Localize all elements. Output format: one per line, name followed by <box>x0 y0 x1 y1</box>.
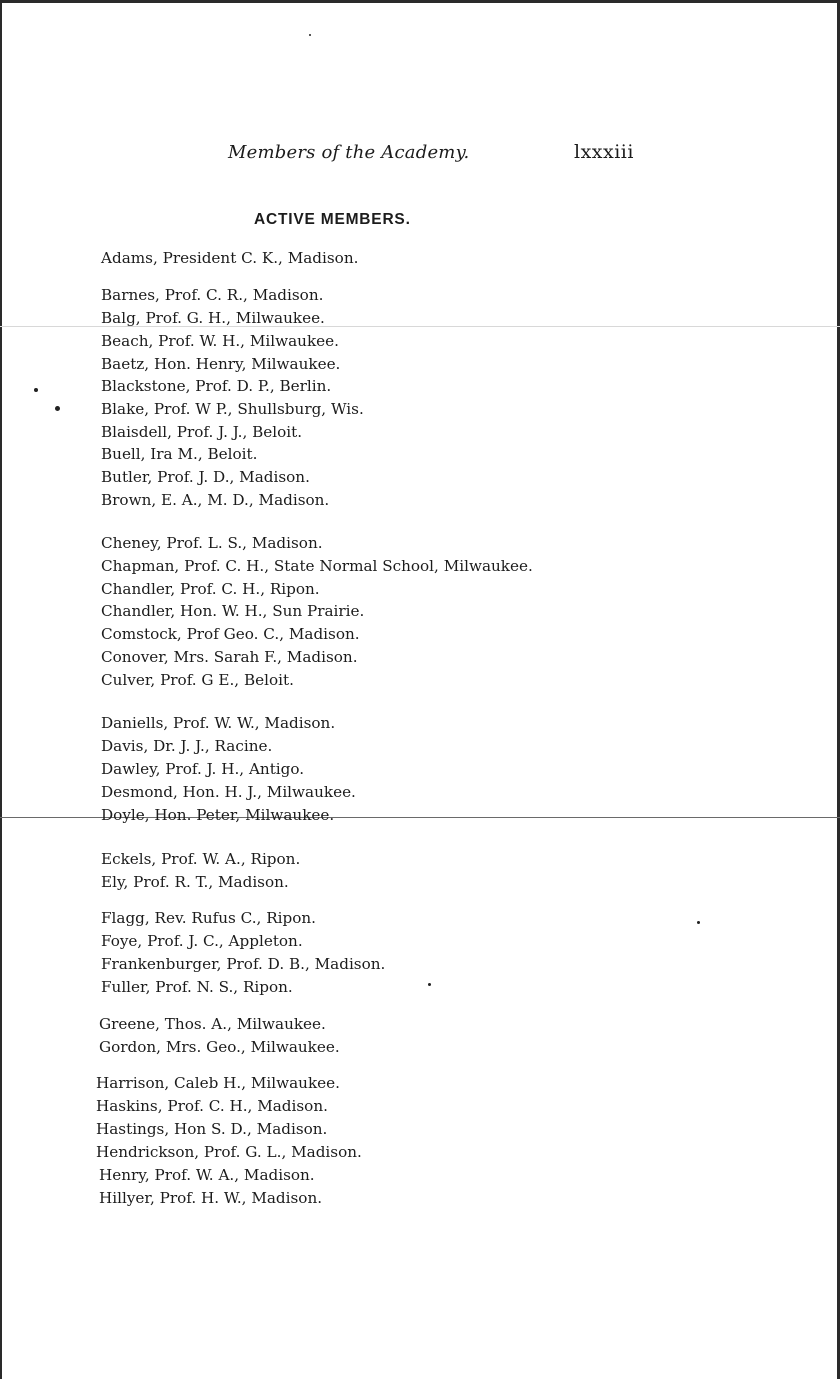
member-entry: Henry, Prof. W. A., Madison. <box>99 1166 315 1184</box>
member-entry: Greene, Thos. A., Milwaukee. <box>99 1015 326 1033</box>
member-entry: Daniells, Prof. W. W., Madison. <box>101 714 336 732</box>
ink-speck <box>697 921 700 924</box>
ink-speck <box>55 406 60 411</box>
member-entry: Foye, Prof. J. C., Appleton. <box>101 932 303 950</box>
member-entry: Chandler, Hon. W. H., Sun Prairie. <box>101 602 365 620</box>
member-entry: Blaisdell, Prof. J. J., Beloit. <box>101 423 303 441</box>
member-entry: Conover, Mrs. Sarah F., Madison. <box>101 648 358 666</box>
scan-edge-left <box>0 0 2 1379</box>
member-entry: Ely, Prof. R. T., Madison. <box>101 873 289 891</box>
member-entry: Chapman, Prof. C. H., State Normal School, Milwaukee. <box>101 557 533 575</box>
member-entry: Balg, Prof. G. H., Milwaukee. <box>101 309 325 327</box>
member-entry: Brown, E. A., M. D., Madison. <box>101 491 330 509</box>
member-entry: Harrison, Caleb H., Milwaukee. <box>96 1074 340 1092</box>
member-entry: Dawley, Prof. J. H., Antigo. <box>101 760 305 778</box>
member-entry: Flagg, Rev. Rufus C., Ripon. <box>101 909 316 927</box>
member-entry: Fuller, Prof. N. S., Ripon. <box>101 978 293 996</box>
ink-speck <box>428 983 431 986</box>
member-entry: Chandler, Prof. C. H., Ripon. <box>101 580 320 598</box>
section-heading: ACTIVE MEMBERS. <box>254 211 411 228</box>
member-entry: Butler, Prof. J. D., Madison. <box>101 468 310 486</box>
member-entry: Barnes, Prof. C. R., Madison. <box>101 286 324 304</box>
member-entry: Frankenburger, Prof. D. B., Madison. <box>101 955 386 973</box>
page-number: lxxxiii <box>574 141 634 163</box>
member-entry: Cheney, Prof. L. S., Madison. <box>101 534 323 552</box>
running-title: Members of the Academy. <box>228 142 470 163</box>
member-entry: Comstock, Prof Geo. C., Madison. <box>101 625 360 643</box>
member-entry: Blake, Prof. W P., Shullsburg, Wis. <box>101 400 364 418</box>
member-entry: Eckels, Prof. W. A., Ripon. <box>101 850 301 868</box>
member-entry: Baetz, Hon. Henry, Milwaukee. <box>101 355 341 373</box>
member-entry: Haskins, Prof. C. H., Madison. <box>96 1097 328 1115</box>
member-entry: Hillyer, Prof. H. W., Madison. <box>99 1189 323 1207</box>
member-entry: Hastings, Hon S. D., Madison. <box>96 1120 328 1138</box>
scan-edge-top <box>0 0 840 3</box>
member-entry: Culver, Prof. G E., Beloit. <box>101 671 294 689</box>
member-entry: Davis, Dr. J. J., Racine. <box>101 737 273 755</box>
member-entry: Gordon, Mrs. Geo., Milwaukee. <box>99 1038 340 1056</box>
ink-speck <box>34 388 38 392</box>
member-entry: Blackstone, Prof. D. P., Berlin. <box>101 377 332 395</box>
member-entry: Beach, Prof. W. H., Milwaukee. <box>101 332 339 350</box>
ink-speck <box>309 34 311 36</box>
member-entry: Doyle, Hon. Peter, Milwaukee. <box>101 806 335 824</box>
member-entry: Desmond, Hon. H. J., Milwaukee. <box>101 783 356 801</box>
member-entry: Hendrickson, Prof. G. L., Madison. <box>96 1143 362 1161</box>
member-entry: Buell, Ira M., Beloit. <box>101 445 258 463</box>
member-entry: Adams, President C. K., Madison. <box>101 249 359 267</box>
